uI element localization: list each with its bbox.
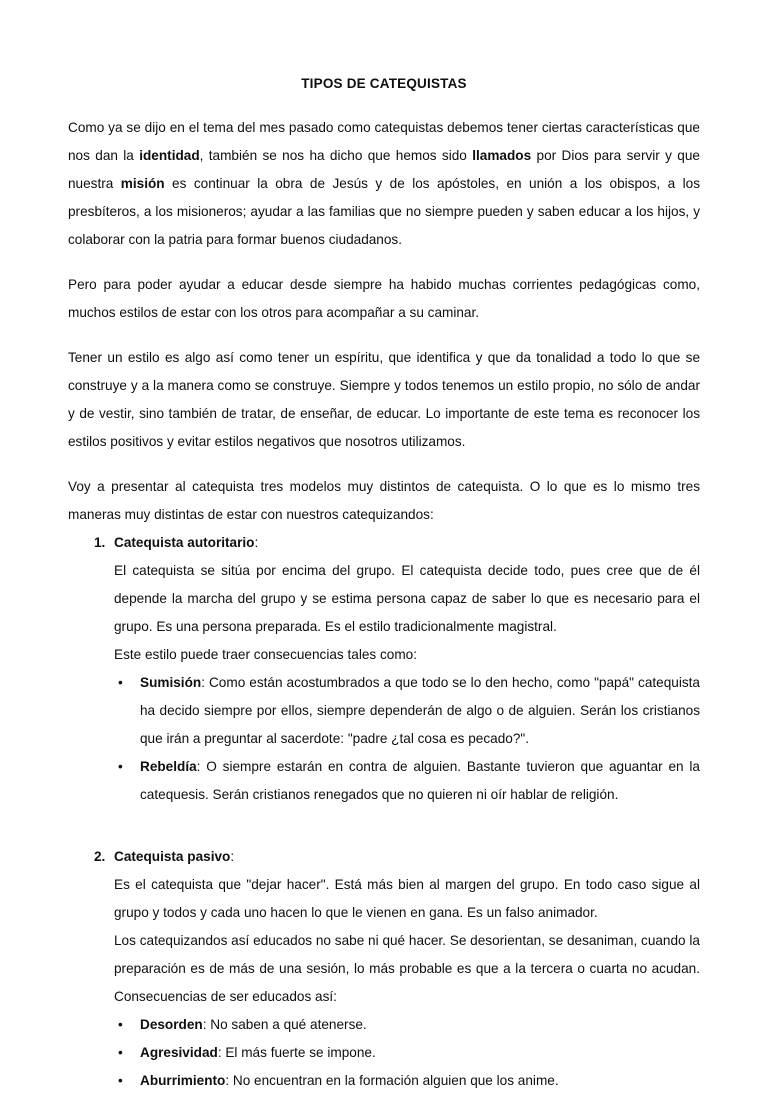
list-item-number: 1. (94, 535, 106, 551)
body-paragraph (68, 344, 700, 456)
bullet-label: Aburrimiento (140, 1073, 226, 1089)
body-text: por Dios para servir y que nuestra (68, 148, 700, 192)
list-item-heading-label: Catequista pasivo (114, 849, 231, 865)
body-paragraph (68, 114, 700, 254)
bullet-label-colon: : (201, 675, 205, 691)
emphasis-text: llamados (472, 148, 532, 164)
body-text: , también se nos ha dicho que hemos sido (199, 148, 473, 164)
list-item-heading (114, 843, 700, 871)
bullet-label-colon: : (202, 1017, 207, 1033)
emphasis-text: identidad (139, 148, 200, 164)
bullet-dot-icon: • (118, 1073, 123, 1089)
bullet-dot-icon: • (118, 675, 123, 691)
list-item (68, 529, 700, 825)
bullet-list-item (114, 753, 700, 809)
list-item-paragraph: Los catequizandos así educados no sabe ni qué hacer. Se desorientan, se desaniman, cuando la preparación es de más de una sesión, lo más probable es que a la tercera o cuarta no acudan. Consecuencias de ser educados así: (114, 933, 700, 1005)
bullet-label: Rebeldía (140, 759, 197, 775)
body-text: Pero para poder ayudar a educar desde siempre ha habido muchas corrientes pedagógicas como, muchos estilos de estar con los otros para acompañar a su caminar. (68, 277, 700, 321)
bullet-label: Sumisión (140, 675, 202, 691)
list-item-paragraph: Es el catequista que "dejar hacer". Está más bien al margen del grupo. En todo caso sigue al grupo y todos y cada uno hacen lo que le vienen en gana. Es un falso animador. (114, 877, 700, 921)
bullet-text: Como están acostumbrados a que todo se lo den hecho, como "papá" catequista ha decido siempre por ellos, siempre dependerán de algo o de alguien. Serán los cristianos que irán a preguntar al sacerdote: "padre ¿tal cosa es pecado?". (140, 675, 700, 747)
bullet-text: El más fuerte se impone. (221, 1045, 376, 1061)
bullet-label-colon: : (225, 1073, 230, 1089)
list-item-heading (114, 529, 700, 557)
bullet-label: Desorden (140, 1017, 203, 1033)
bullet-dot-icon: • (118, 1017, 123, 1033)
bullet-text: No saben a qué atenerse. (206, 1017, 367, 1033)
list-item-heading-colon: : (230, 849, 235, 865)
body-text: es continuar la obra de Jesús y de los apóstoles, en unión a los obispos, a los presbíteros, a los misioneros; ayudar a las familias que no siempre pueden y saben educar a los hijos, y colaborar con la patria para formar buenos ciudadanos. (68, 176, 700, 248)
bullet-list-item (114, 1067, 700, 1095)
body-text: Como ya se dijo en el tema del mes pasado como catequistas debemos tener ciertas características que nos dan la (68, 120, 700, 164)
consequences-list (114, 669, 700, 809)
bullet-label-colon: : (196, 759, 201, 775)
bullet-text: No encuentran en la formación alguien que los anime. (229, 1073, 559, 1089)
list-item (68, 843, 700, 1095)
list-item-heading-label: Catequista autoritario (114, 535, 255, 551)
bullet-list-item (114, 669, 700, 753)
intro-section (68, 114, 700, 529)
body-text: Tener un estilo es algo así como tener un espíritu, que identifica y que da tonalidad a todo lo que se construye y a la manera como se construye. Siempre y todos tenemos un estilo propio, no sólo de andar y de vestir, sino también de tratar, de enseñar, de educar. Lo importante de este tema es reconocer los estilos positivos y evitar estilos negativos que nosotros utilizamos. (68, 350, 700, 450)
bullet-label-colon: : (217, 1045, 222, 1061)
body-text: Voy a presentar al catequista tres modelos muy distintos de catequista. O lo que es lo mismo tres maneras muy distintas de estar con nuestros catequizandos: (68, 479, 700, 523)
body-paragraph (68, 271, 700, 327)
bullet-dot-icon: • (118, 759, 123, 775)
catequista-types-list (68, 529, 700, 1095)
list-item-paragraph: Este estilo puede traer consecuencias tales como: (114, 647, 418, 663)
page-title: TIPOS DE CATEQUISTAS (301, 76, 467, 91)
bullet-dot-icon: • (118, 1045, 123, 1061)
list-item-paragraph: El catequista se sitúa por encima del grupo. El catequista decide todo, pues cree que de él depende la marcha del grupo y se estima persona capaz de saber lo que es necesario para el grupo. Es una persona preparada. Es el estilo tradicionalmente magistral. (114, 563, 700, 635)
body-paragraph (68, 473, 700, 529)
list-item-number: 2. (94, 849, 106, 865)
bullet-label: Agresividad (140, 1045, 218, 1061)
emphasis-text: misión (120, 176, 165, 192)
bullet-list-item (114, 1039, 700, 1067)
section-spacer (114, 809, 700, 825)
bullet-list-item (114, 1011, 700, 1039)
bullet-text: O siempre estarán en contra de alguien. Bastante tuvieron que aguantar en la catequesis. Serán cristianos renegados que no quieren ni oír hablar de religión. (140, 759, 700, 803)
list-item-heading-colon: : (254, 535, 259, 551)
